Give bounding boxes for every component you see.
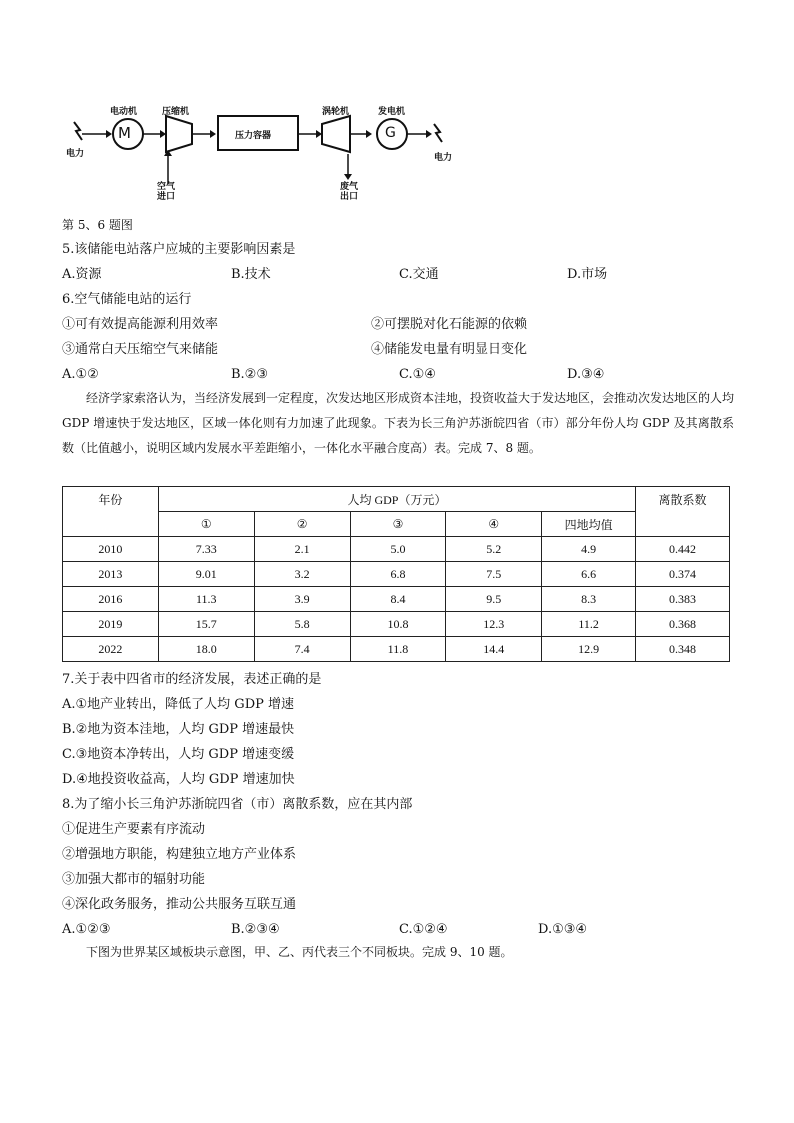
cell-value: 11.3 [158, 587, 254, 612]
cell-value: 11.8 [350, 637, 446, 662]
header-gdp: 人均 GDP（万元） [158, 487, 635, 512]
turbine-label: 涡轮机 [322, 107, 350, 117]
exhaust-line2: 出口 [340, 192, 359, 202]
motor-label: 电动机 [110, 107, 138, 117]
cell-average: 12.9 [542, 637, 636, 662]
q8-stem: 8.为了缩小长三角沪苏浙皖四省（市）离散系数，应在其内部 [62, 797, 413, 812]
subheader-region-1: ① [158, 512, 254, 537]
q5-option-c: C.交通 [399, 267, 439, 282]
power-out-label: 电力 [434, 153, 453, 163]
cell-value: 8.4 [350, 587, 446, 612]
q8-statement-4: ④深化政务服务，推动公共服务互联互通 [62, 897, 297, 912]
cell-dispersion: 0.368 [636, 612, 730, 637]
lightning-out-icon [434, 124, 442, 142]
cell-dispersion: 0.442 [636, 537, 730, 562]
q6-option-d: D.③④ [567, 367, 605, 382]
cell-value: 12.3 [446, 612, 542, 637]
passage-q9-q10: 下图为世界某区域板块示意图，甲、乙、丙代表三个不同板块。完成 9、10 题。 [86, 945, 513, 959]
q7-option-c: C.③地资本净转出，人均 GDP 增速变缓 [62, 747, 295, 762]
table-row [63, 562, 730, 587]
q6-stem: 6.空气储能电站的运行 [62, 292, 192, 307]
table-header-row [63, 487, 730, 512]
gdp-table [62, 486, 730, 662]
q7-option-b: B.②地为资本洼地，人均 GDP 增速最快 [62, 722, 295, 737]
exhaust-label [340, 182, 358, 202]
pressure-vessel-label: 压力容器 [235, 131, 272, 141]
cell-value: 5.0 [350, 537, 446, 562]
q8-option-a: A.①②③ [62, 922, 111, 937]
q5-option-a: A.资源 [62, 267, 102, 282]
compressor-label: 压缩机 [162, 107, 190, 117]
cell-dispersion: 0.374 [636, 562, 730, 587]
q6-option-c: C.①④ [399, 367, 436, 382]
cell-value: 3.2 [254, 562, 350, 587]
cell-value: 15.7 [158, 612, 254, 637]
generator-label: 发电机 [378, 107, 406, 117]
q5-stem: 5.该储能电站落户应城的主要影响因素是 [62, 242, 296, 257]
q5-option-b: B.技术 [231, 267, 271, 282]
cell-year: 2016 [63, 587, 159, 612]
cell-value: 5.8 [254, 612, 350, 637]
q8-statement-1: ①促进生产要素有序流动 [62, 822, 206, 837]
subheader-region-3: ③ [350, 512, 446, 537]
turbine-shape [322, 116, 350, 152]
cell-year: 2010 [63, 537, 159, 562]
q8-statement-2: ②增强地方职能，构建独立地方产业体系 [62, 847, 297, 862]
subheader-region-4: ④ [446, 512, 542, 537]
air-inlet-line1: 空气 [157, 182, 176, 192]
q7-stem: 7.关于表中四省市的经济发展，表述正确的是 [62, 672, 322, 687]
cell-value: 10.8 [350, 612, 446, 637]
cell-value: 9.01 [158, 562, 254, 587]
cell-year: 2013 [63, 562, 159, 587]
cell-average: 11.2 [542, 612, 636, 637]
cell-value: 9.5 [446, 587, 542, 612]
subheader-average: 四地均值 [542, 512, 636, 537]
lightning-in-icon [74, 122, 82, 140]
cell-value: 7.5 [446, 562, 542, 587]
exhaust-line1: 废气 [340, 182, 359, 192]
cell-average: 4.9 [542, 537, 636, 562]
compressor-shape [166, 116, 192, 152]
q8-option-c: C.①②④ [399, 922, 448, 937]
q6-statement-4: ④储能发电量有明显日变化 [371, 342, 528, 357]
cell-average: 8.3 [542, 587, 636, 612]
q6-statement-3: ③通常白天压缩空气来储能 [62, 342, 219, 357]
cell-value: 5.2 [446, 537, 542, 562]
q6-statement-1: ①可有效提高能源利用效率 [62, 317, 219, 332]
q8-option-b: B.②③④ [231, 922, 280, 937]
air-inlet-line2: 进口 [157, 192, 176, 202]
table-row [63, 537, 730, 562]
header-year: 年份 [63, 487, 159, 537]
header-dispersion: 离散系数 [636, 487, 730, 537]
generator-symbol: G [385, 125, 396, 141]
cell-year: 2019 [63, 612, 159, 637]
passage-q7-q8: 经济学家索洛认为，当经济发展到一定程度，次发达地区形成资本洼地，投资收益大于发达地区，会推动次发达地区的人均 GDP 增速快于发达地区，区域一体化则有力加速了此现象。下表为长三角沪苏浙皖四省（市）部分年份人均 GDP 及其离散系数（比值越小，说明区域内发展水平差距缩小，一体化水平融合度高）表。完成 7、8 题。 [62, 391, 735, 455]
q6-statement-2: ②可摆脱对化石能源的依赖 [371, 317, 528, 332]
q8-statement-3: ③加强大都市的辐射功能 [62, 872, 206, 887]
table-row [63, 587, 730, 612]
subheader-region-2: ② [254, 512, 350, 537]
q7-option-d: D.④地投资收益高，人均 GDP 增速加快 [62, 772, 295, 787]
cell-dispersion: 0.348 [636, 637, 730, 662]
table-subheader-row [63, 512, 730, 537]
cell-value: 7.33 [158, 537, 254, 562]
q7-option-a: A.①地产业转出，降低了人均 GDP 增速 [62, 697, 294, 712]
cell-year: 2022 [63, 637, 159, 662]
cell-value: 6.8 [350, 562, 446, 587]
diagram-caption: 第 5、6 题图 [62, 218, 133, 232]
cell-value: 2.1 [254, 537, 350, 562]
table-row [63, 612, 730, 637]
q5-option-d: D.市场 [567, 267, 608, 282]
power-in-label: 电力 [66, 149, 85, 159]
cell-dispersion: 0.383 [636, 587, 730, 612]
cell-value: 7.4 [254, 637, 350, 662]
q6-option-b: B.②③ [231, 367, 268, 382]
cell-value: 3.9 [254, 587, 350, 612]
cell-value: 14.4 [446, 637, 542, 662]
q6-option-a: A.①② [62, 367, 99, 382]
table-row [63, 637, 730, 662]
cell-average: 6.6 [542, 562, 636, 587]
motor-symbol: M [118, 124, 131, 142]
cell-value: 18.0 [158, 637, 254, 662]
air-inlet-label [157, 182, 175, 202]
q8-option-d: D.①③④ [538, 922, 588, 937]
